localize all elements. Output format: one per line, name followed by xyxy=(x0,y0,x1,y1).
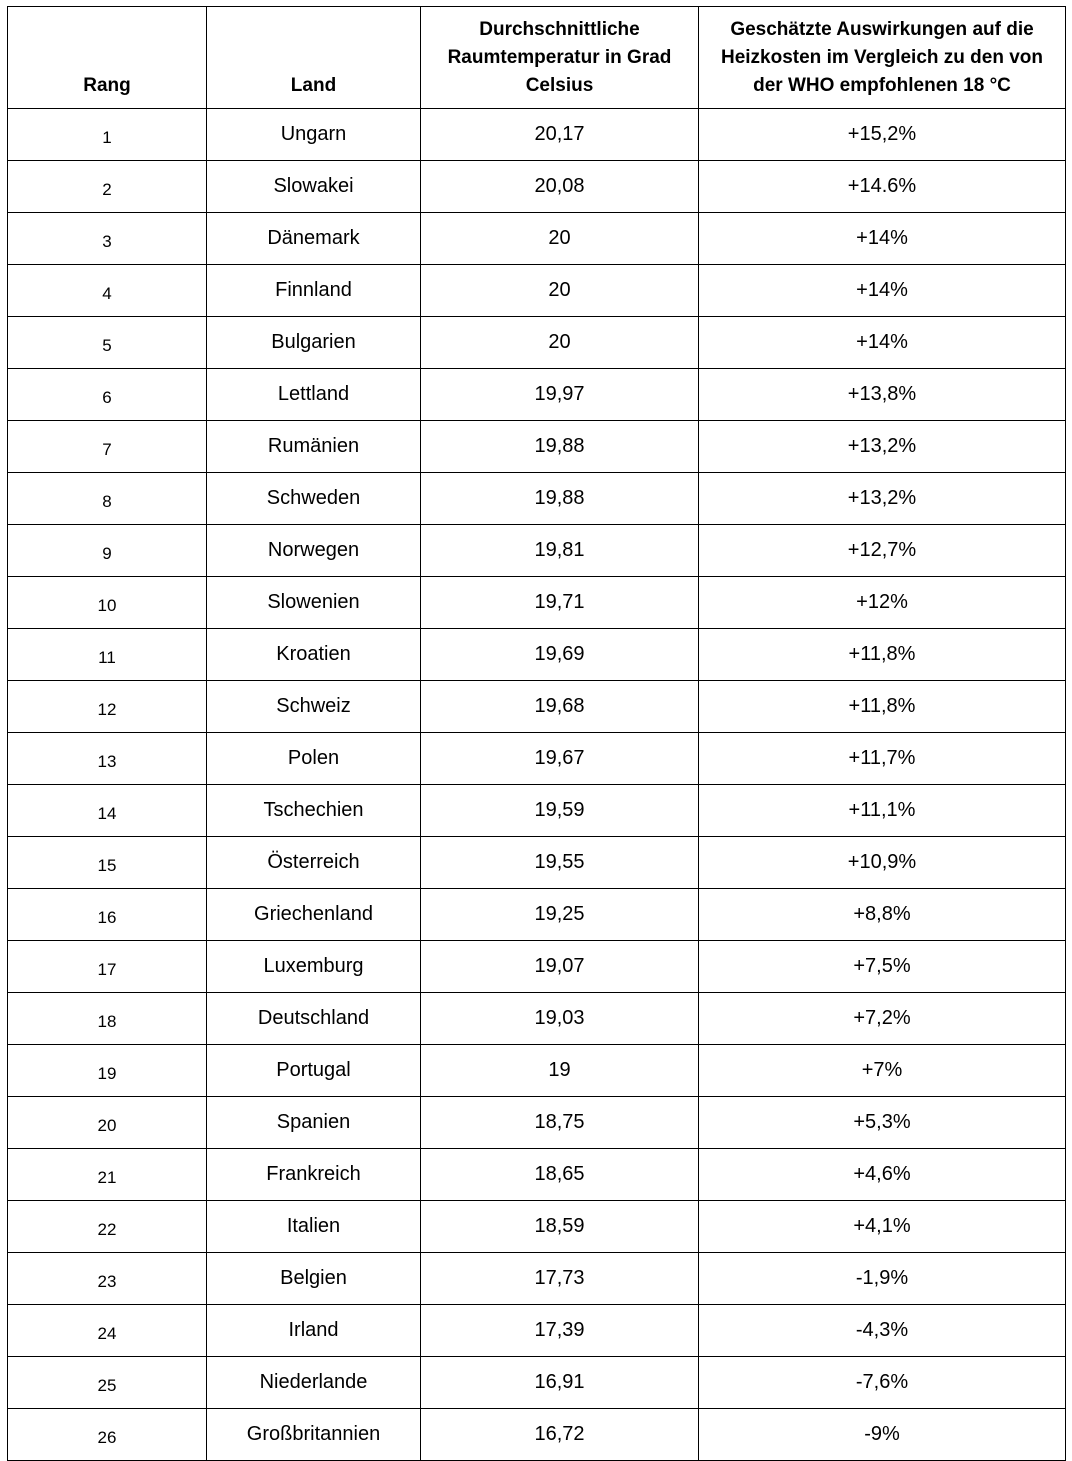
country-cell: Griechenland xyxy=(207,889,421,941)
rank-cell: 16 xyxy=(8,889,207,941)
rank-cell: 11 xyxy=(8,629,207,681)
temperature-cell: 17,73 xyxy=(421,1253,699,1305)
impact-cell: +4,1% xyxy=(699,1201,1066,1253)
table-row xyxy=(8,1045,1066,1097)
table-row xyxy=(8,473,1066,525)
country-cell: Dänemark xyxy=(207,213,421,265)
table-row xyxy=(8,733,1066,785)
country-cell: Polen xyxy=(207,733,421,785)
temperature-cell: 18,75 xyxy=(421,1097,699,1149)
impact-cell: +7% xyxy=(699,1045,1066,1097)
impact-cell: +14.6% xyxy=(699,161,1066,213)
temperature-cell: 19,71 xyxy=(421,577,699,629)
impact-cell: +13,2% xyxy=(699,473,1066,525)
impact-cell: -7,6% xyxy=(699,1357,1066,1409)
rank-cell: 24 xyxy=(8,1305,207,1357)
country-cell: Slowenien xyxy=(207,577,421,629)
temperature-cell: 20 xyxy=(421,317,699,369)
rank-cell: 21 xyxy=(8,1149,207,1201)
country-cell: Kroatien xyxy=(207,629,421,681)
table-row xyxy=(8,525,1066,577)
rank-cell: 20 xyxy=(8,1097,207,1149)
impact-cell: +7,5% xyxy=(699,941,1066,993)
country-cell: Luxemburg xyxy=(207,941,421,993)
temperature-cell: 19,07 xyxy=(421,941,699,993)
country-cell: Belgien xyxy=(207,1253,421,1305)
table-row xyxy=(8,109,1066,161)
temperature-cell: 19,59 xyxy=(421,785,699,837)
impact-cell: +15,2% xyxy=(699,109,1066,161)
impact-cell: +10,9% xyxy=(699,837,1066,889)
table-row xyxy=(8,161,1066,213)
country-cell: Italien xyxy=(207,1201,421,1253)
table-row xyxy=(8,1357,1066,1409)
impact-cell: +12% xyxy=(699,577,1066,629)
table-row xyxy=(8,681,1066,733)
table-row xyxy=(8,1201,1066,1253)
country-cell: Irland xyxy=(207,1305,421,1357)
table-row xyxy=(8,317,1066,369)
table-row xyxy=(8,889,1066,941)
temperature-cell: 19 xyxy=(421,1045,699,1097)
table-row xyxy=(8,577,1066,629)
country-cell: Rumänien xyxy=(207,421,421,473)
temperature-cell: 19,69 xyxy=(421,629,699,681)
temperature-cell: 17,39 xyxy=(421,1305,699,1357)
impact-cell: +7,2% xyxy=(699,993,1066,1045)
country-cell: Bulgarien xyxy=(207,317,421,369)
table-row xyxy=(8,369,1066,421)
impact-cell: +14% xyxy=(699,317,1066,369)
header-temperature: Durchschnittliche Raumtemperatur in Grad Celsius xyxy=(421,7,699,109)
temperature-cell: 19,67 xyxy=(421,733,699,785)
rank-cell: 10 xyxy=(8,577,207,629)
temperature-cell: 20 xyxy=(421,213,699,265)
rank-cell: 15 xyxy=(8,837,207,889)
table-row xyxy=(8,265,1066,317)
rank-cell: 8 xyxy=(8,473,207,525)
table-row xyxy=(8,629,1066,681)
country-cell: Großbritannien xyxy=(207,1409,421,1461)
rank-cell: 5 xyxy=(8,317,207,369)
rank-cell: 22 xyxy=(8,1201,207,1253)
table-row xyxy=(8,837,1066,889)
table-row xyxy=(8,1097,1066,1149)
impact-cell: -9% xyxy=(699,1409,1066,1461)
rank-cell: 17 xyxy=(8,941,207,993)
rank-cell: 12 xyxy=(8,681,207,733)
temperature-cell: 16,91 xyxy=(421,1357,699,1409)
country-cell: Slowakei xyxy=(207,161,421,213)
header-rank: Rang xyxy=(8,7,207,109)
temperature-cell: 20,08 xyxy=(421,161,699,213)
country-cell: Niederlande xyxy=(207,1357,421,1409)
impact-cell: +13,2% xyxy=(699,421,1066,473)
country-cell: Schweiz xyxy=(207,681,421,733)
impact-cell: +8,8% xyxy=(699,889,1066,941)
temperature-cell: 19,88 xyxy=(421,421,699,473)
country-cell: Ungarn xyxy=(207,109,421,161)
impact-cell: +11,8% xyxy=(699,681,1066,733)
country-cell: Norwegen xyxy=(207,525,421,577)
rank-cell: 25 xyxy=(8,1357,207,1409)
country-cell: Frankreich xyxy=(207,1149,421,1201)
temperature-cell: 20,17 xyxy=(421,109,699,161)
rank-cell: 7 xyxy=(8,421,207,473)
temperature-cell: 18,65 xyxy=(421,1149,699,1201)
impact-cell: +11,1% xyxy=(699,785,1066,837)
table-row xyxy=(8,785,1066,837)
table-row xyxy=(8,941,1066,993)
header-country: Land xyxy=(207,7,421,109)
temperature-cell: 19,88 xyxy=(421,473,699,525)
rank-cell: 1 xyxy=(8,109,207,161)
table-row xyxy=(8,1253,1066,1305)
impact-cell: -4,3% xyxy=(699,1305,1066,1357)
temperature-cell: 18,59 xyxy=(421,1201,699,1253)
rank-cell: 6 xyxy=(8,369,207,421)
rank-cell: 19 xyxy=(8,1045,207,1097)
temperature-cell: 19,81 xyxy=(421,525,699,577)
table-row xyxy=(8,1409,1066,1461)
impact-cell: +11,8% xyxy=(699,629,1066,681)
temperature-cell: 19,97 xyxy=(421,369,699,421)
country-cell: Deutschland xyxy=(207,993,421,1045)
impact-cell: +11,7% xyxy=(699,733,1066,785)
impact-cell: +14% xyxy=(699,213,1066,265)
temperature-cell: 20 xyxy=(421,265,699,317)
country-cell: Portugal xyxy=(207,1045,421,1097)
impact-cell: +13,8% xyxy=(699,369,1066,421)
temperature-cell: 19,25 xyxy=(421,889,699,941)
impact-cell: +14% xyxy=(699,265,1066,317)
country-cell: Schweden xyxy=(207,473,421,525)
table-row xyxy=(8,421,1066,473)
country-cell: Tschechien xyxy=(207,785,421,837)
table-container xyxy=(7,6,1066,1461)
heating-cost-table xyxy=(7,6,1066,1461)
country-cell: Lettland xyxy=(207,369,421,421)
temperature-cell: 16,72 xyxy=(421,1409,699,1461)
rank-cell: 14 xyxy=(8,785,207,837)
impact-cell: +5,3% xyxy=(699,1097,1066,1149)
temperature-cell: 19,03 xyxy=(421,993,699,1045)
table-row xyxy=(8,1149,1066,1201)
rank-cell: 3 xyxy=(8,213,207,265)
table-row xyxy=(8,213,1066,265)
country-cell: Österreich xyxy=(207,837,421,889)
table-row xyxy=(8,993,1066,1045)
country-cell: Spanien xyxy=(207,1097,421,1149)
rank-cell: 4 xyxy=(8,265,207,317)
rank-cell: 23 xyxy=(8,1253,207,1305)
country-cell: Finnland xyxy=(207,265,421,317)
table-body xyxy=(8,109,1066,1461)
rank-cell: 13 xyxy=(8,733,207,785)
table-row xyxy=(8,1305,1066,1357)
impact-cell: -1,9% xyxy=(699,1253,1066,1305)
rank-cell: 26 xyxy=(8,1409,207,1461)
rank-cell: 9 xyxy=(8,525,207,577)
temperature-cell: 19,68 xyxy=(421,681,699,733)
header-impact: Geschätzte Auswirkungen auf die Heizkosten im Vergleich zu den von der WHO empfohlenen 18 °C xyxy=(699,7,1066,109)
impact-cell: +12,7% xyxy=(699,525,1066,577)
temperature-cell: 19,55 xyxy=(421,837,699,889)
header-row xyxy=(8,7,1066,109)
rank-cell: 2 xyxy=(8,161,207,213)
impact-cell: +4,6% xyxy=(699,1149,1066,1201)
rank-cell: 18 xyxy=(8,993,207,1045)
